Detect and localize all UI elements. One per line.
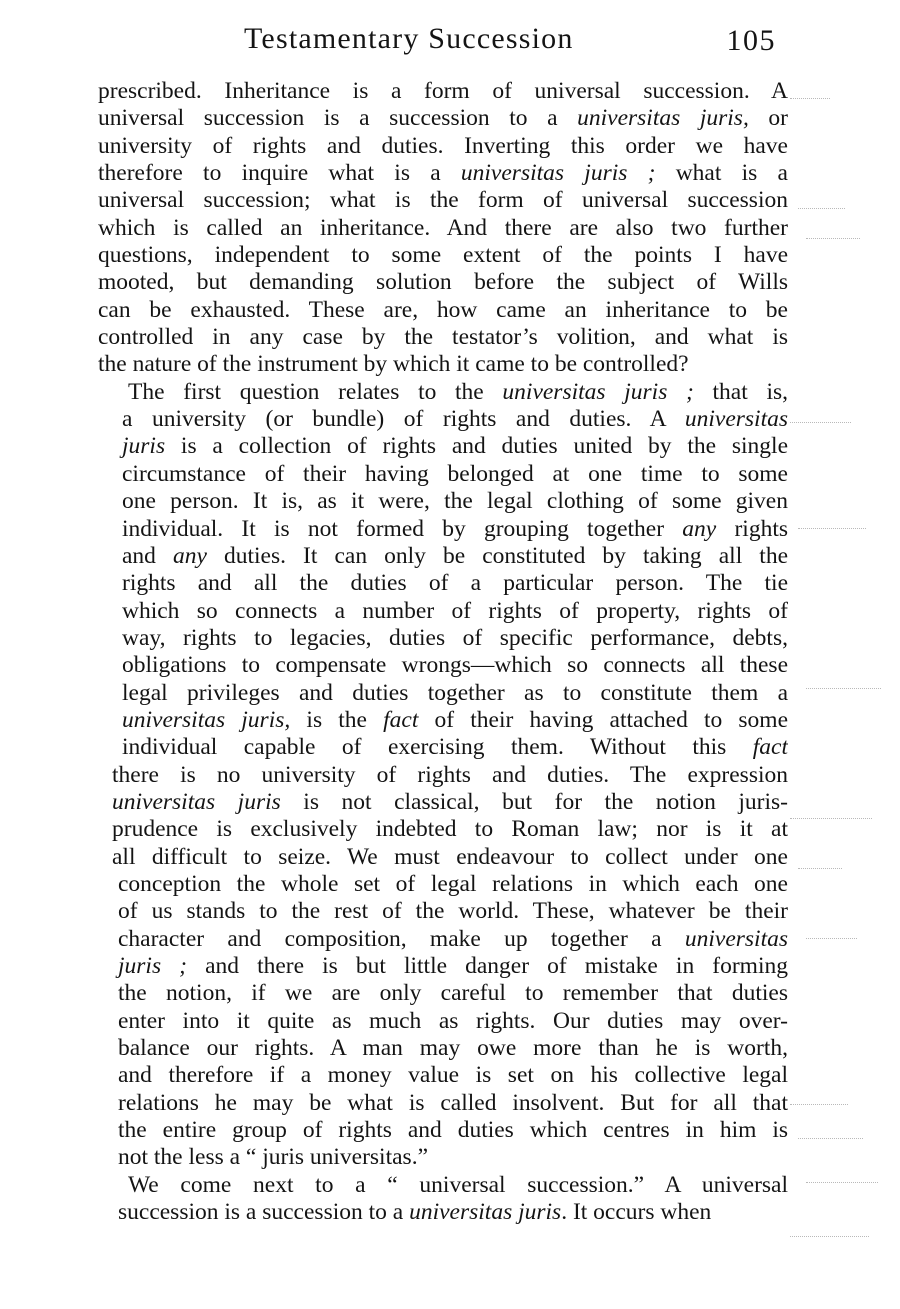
text-line: the entire group of rights and duties which centres in him is (118, 1117, 788, 1144)
text-line: and any duties. It can only be constituted by taking all the (122, 542, 788, 569)
text-line: universitas juris is not classical, but for the notion juris- (112, 788, 788, 815)
text-line: obligations to compensate wrongs—which so connects all these (122, 652, 788, 679)
scan-speck (790, 1104, 848, 1106)
scan-speck (806, 1182, 878, 1184)
text-line: universitas juris, is the fact of their having attached to some (122, 706, 788, 733)
page-number: 105 (726, 24, 776, 57)
text-line: character and composition, make up together a universitas (118, 925, 788, 952)
text-line: juris is a collection of rights and duties united by the single (122, 433, 788, 460)
running-title: Testamentary Succession (244, 22, 574, 55)
text-line: universal succession; what is the form of universal succession (98, 187, 788, 214)
text-line: one person. It is, as it were, the legal clothing of some given (122, 488, 788, 515)
text-line: the nature of the instrument by which it came to be controlled? (98, 351, 689, 378)
text-line: a university (or bundle) of rights and duties. A universitas (122, 406, 788, 433)
text-line: mooted, but demanding solution before the subject of Wills (98, 269, 788, 296)
text-line: individual. It is not formed by grouping together any rights (122, 515, 788, 542)
text-line: way, rights to legacies, duties of specific performance, debts, (122, 624, 788, 651)
running-head (96, 22, 786, 62)
text-line: circumstance of their having belonged at one time to some (122, 460, 788, 487)
text-line: controlled in any case by the testator’s volition, and what is (98, 324, 788, 351)
scan-speck (806, 688, 881, 690)
text-line: relations he may be what is called insolvent. But for all that (118, 1089, 788, 1116)
scan-speck (790, 422, 851, 424)
text-line: legal privileges and duties together as to constitute them a (122, 679, 788, 706)
text-line: The first question relates to the universitas juris ; that is, (128, 378, 788, 405)
scan-speck (798, 528, 866, 530)
text-line: and therefore if a money value is set on his collective legal (118, 1062, 788, 1089)
text-line: which is called an inheritance. And there are also two further (98, 214, 788, 241)
text-line: universal succession is a succession to a universitas juris, or (98, 105, 788, 132)
text-line: succession is a succession to a universitas juris. It occurs when (118, 1199, 712, 1226)
text-line: juris ; and there is but little danger of mistake in forming (118, 953, 788, 979)
text-line: balance our rights. A man may owe more than he is worth, (118, 1035, 788, 1062)
text-line: conception the whole set of legal relations in which each one (118, 870, 788, 897)
scan-speck (790, 1236, 869, 1238)
scan-speck (806, 938, 857, 940)
scan-speck (806, 238, 860, 240)
body-text (98, 78, 788, 1226)
text-line: of us stands to the rest of the world. These, whatever be their (118, 898, 788, 925)
text-line: questions, independent to some extent of the points I have (98, 242, 788, 269)
scan-speck (798, 1138, 863, 1140)
text-line: there is no university of rights and duties. The expression (112, 761, 788, 788)
scan-margin-speckle (790, 90, 900, 1290)
scan-speck (790, 98, 830, 100)
text-line: university of rights and duties. Inverting this order we have (98, 132, 788, 159)
text-line: which so connects a number of rights of property, rights of (122, 597, 788, 624)
text-line: therefore to inquire what is a universitas juris ; what is a (98, 160, 788, 187)
scan-speck (798, 208, 845, 210)
text-line: We come next to a “ universal succession.” A universal (128, 1171, 788, 1198)
text-line: the notion, if we are only careful to remember that duties (118, 980, 788, 1007)
text-line: rights and all the duties of a particular person. The tie (122, 570, 788, 597)
text-line: not the less a “ juris universitas.” (118, 1144, 428, 1171)
text-line: prudence is exclusively indebted to Roman law; nor is it at (112, 816, 788, 843)
scan-speck (798, 868, 842, 870)
scan-speck (790, 818, 872, 820)
text-line: all difficult to seize. We must endeavour to collect under one (112, 843, 788, 870)
text-line: prescribed. Inheritance is a form of universal succession. A (98, 78, 788, 104)
text-line: can be exhausted. These are, how came an inheritance to be (98, 296, 788, 323)
text-line: individual capable of exercising them. Without this fact (122, 734, 788, 761)
text-line: enter into it quite as much as rights. Our duties may over- (118, 1007, 788, 1034)
